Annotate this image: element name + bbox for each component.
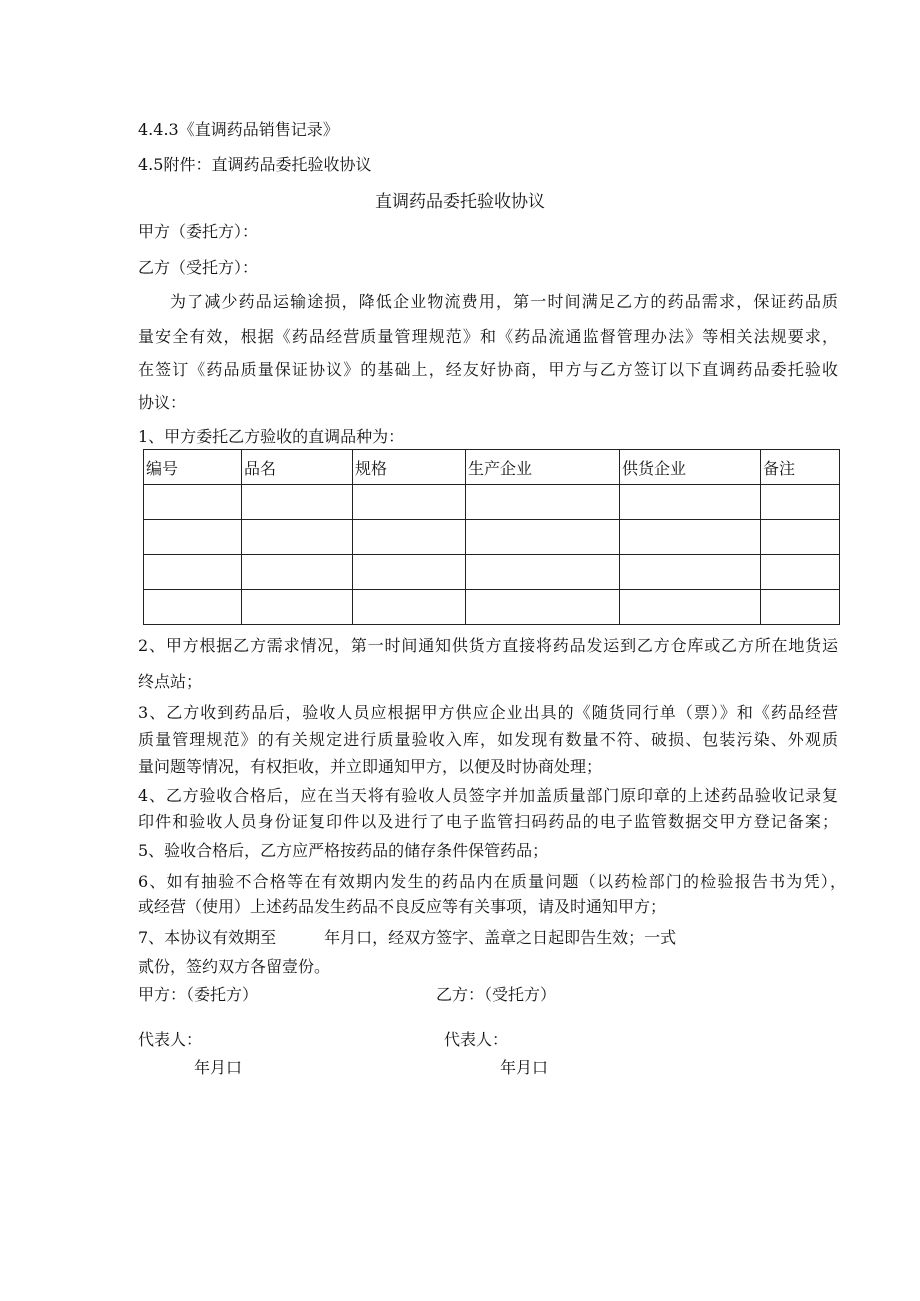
- table-cell[interactable]: [620, 485, 761, 520]
- header-cell: 供货企业: [620, 450, 761, 485]
- drug-variety-table: [143, 449, 840, 625]
- date-b: 年月口: [500, 1058, 549, 1077]
- date-a: 年月口: [194, 1058, 243, 1077]
- table-cell[interactable]: [353, 590, 466, 625]
- table-cell[interactable]: [144, 485, 242, 520]
- intro-line: 量安全有效，根据《药品经营质量管理规范》和《药品流通监督管理办法》等相关法规要求，: [138, 327, 838, 346]
- table-cell[interactable]: [620, 590, 761, 625]
- section-4-5: 4.5附件：直调药品委托验收协议: [138, 155, 372, 174]
- table-cell[interactable]: [466, 590, 620, 625]
- table-cell[interactable]: [620, 520, 761, 555]
- intro-line: 协议：: [138, 393, 187, 412]
- header-cell: 生产企业: [466, 450, 620, 485]
- header-cell: 编号: [144, 450, 242, 485]
- clause-7: 7、本协议有效期至 年月口，经双方签字、盖章之日起即告生效；一式: [138, 928, 677, 947]
- table-cell[interactable]: [353, 520, 466, 555]
- table-cell[interactable]: [761, 485, 840, 520]
- table-cell[interactable]: [761, 520, 840, 555]
- table-cell[interactable]: [466, 555, 620, 590]
- intro-line: 在签订《药品质量保证协议》的基础上，经友好协商，甲方与乙方签订以下直调药品委托验收: [138, 360, 838, 379]
- clause-3: 3、乙方收到药品后，验收人员应根据甲方供应企业出具的《随货同行单（票）》和《药品经营: [138, 703, 838, 722]
- clause-3: 质量管理规范》的有关规定进行质量验收入库，如发现有数量不符、破损、包装污染、外观质: [138, 730, 838, 749]
- table-row: [144, 590, 840, 625]
- table-cell[interactable]: [144, 555, 242, 590]
- clause-2: 2、甲方根据乙方需求情况，第一时间通知供货方直接将药品发运到乙方仓库或乙方所在地货运: [138, 636, 838, 655]
- representative-b: 代表人：: [444, 1030, 509, 1049]
- header-cell: 备注: [761, 450, 840, 485]
- table-row: [144, 555, 840, 590]
- clause-2: 终点站；: [138, 672, 203, 691]
- table-cell[interactable]: [353, 485, 466, 520]
- representative-a: 代表人：: [138, 1030, 203, 1049]
- clause-1: 1、甲方委托乙方验收的直调品种为：: [138, 427, 405, 446]
- clause-3: 量问题等情况，有权拒收，并立即通知甲方，以便及时协商处理；: [138, 757, 603, 776]
- table-cell[interactable]: [144, 590, 242, 625]
- table-row: [144, 520, 840, 555]
- table-cell[interactable]: [353, 555, 466, 590]
- table-cell[interactable]: [466, 520, 620, 555]
- clause-5: 5、验收合格后，乙方应严格按药品的储存条件保管药品；: [138, 841, 549, 860]
- table-row: [144, 485, 840, 520]
- signature-party-a: 甲方：（委托方）: [138, 985, 259, 1004]
- clause-6: 6、如有抽验不合格等在有效期内发生的药品内在质量问题（以药检部门的检验报告书为凭），: [138, 872, 846, 891]
- table-cell[interactable]: [761, 555, 840, 590]
- table-cell[interactable]: [144, 520, 242, 555]
- table-cell[interactable]: [242, 590, 353, 625]
- header-cell: 品名: [242, 450, 353, 485]
- section-4-4-3: 4.4.3《直调药品销售记录》: [138, 120, 339, 139]
- clause-7: 贰份，签约双方各留壹份。: [138, 957, 331, 976]
- clause-6: 或经营（使用）上述药品发生药品不良反应等有关事项，请及时通知甲方；: [138, 897, 667, 916]
- clause-4: 印件和验收人员身份证复印件以及进行了电子监管扫码药品的电子监管数据交甲方登记备案；: [138, 812, 838, 831]
- table-cell[interactable]: [466, 485, 620, 520]
- table-cell[interactable]: [242, 555, 353, 590]
- header-cell: 规格: [353, 450, 466, 485]
- document-title: 直调药品委托验收协议: [375, 192, 545, 212]
- party-a-line: 甲方（委托方）：: [138, 222, 259, 241]
- table-cell[interactable]: [761, 590, 840, 625]
- table-cell[interactable]: [620, 555, 761, 590]
- intro-line: 为了减少药品运输途损，降低企业物流费用，第一时间满足乙方的药品需求，保证药品质: [170, 292, 838, 311]
- signature-party-b: 乙方：（受托方）: [436, 985, 557, 1004]
- table-header-row: [144, 450, 840, 485]
- party-b-line: 乙方（受托方）：: [138, 258, 259, 277]
- table-cell[interactable]: [242, 485, 353, 520]
- clause-4: 4、乙方验收合格后，应在当天将有验收人员签字并加盖质量部门原印章的上述药品验收记录复: [138, 786, 838, 805]
- table-cell[interactable]: [242, 520, 353, 555]
